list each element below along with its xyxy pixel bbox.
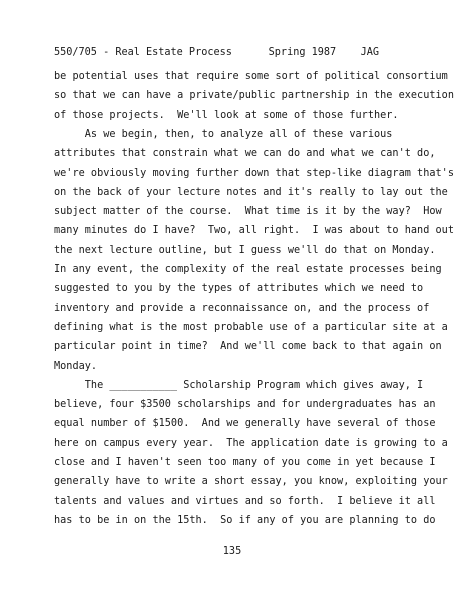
text-line: talents and values and virtues and so forth. I believe it all xyxy=(54,495,436,507)
text-line: subject matter of the course. What time is it by the way? How xyxy=(54,206,442,218)
page-number: 135 xyxy=(222,546,242,557)
text-line: of those projects. We'll look at some of those further. xyxy=(54,109,399,121)
text-line: close and I haven't seen too many of you come in yet because I xyxy=(54,457,436,468)
text-line: suggested to you by the types of attributes which we need to xyxy=(54,283,424,295)
text-line: The ___________ Scholarship Program which gives away, I xyxy=(54,379,424,391)
text-line: defining what is the most probable use of a particular site at a xyxy=(54,321,448,333)
text-line: attributes that constrain what we can do and what we can't do, xyxy=(54,148,436,160)
text-line: on the back of your lecture notes and it's really to lay out the xyxy=(54,186,448,198)
text-line: generally have to write a short essay, you know, exploiting your xyxy=(54,476,448,488)
document-header: 550/705 - Real Estate Process Spring 1987 JAG xyxy=(54,47,380,58)
text-line: equal number of $1500. And we generally have several of those xyxy=(54,418,436,430)
text-line: so that we can have a private/public partnership in the execution xyxy=(54,90,454,102)
text-line: be potential uses that require some sort of political consortium xyxy=(54,71,448,82)
text-line: believe, four $3500 scholarships and for undergraduates has an xyxy=(54,399,436,411)
text-line: inventory and provide a reconnaissance on, and the process of xyxy=(54,302,430,314)
text-line: particular point in time? And we'll come back to that again on xyxy=(54,341,442,353)
text-line: has to be in on the 15th. So if any of you are planning to do xyxy=(54,514,436,526)
text-line: In any event, the complexity of the real estate processes being xyxy=(54,264,442,275)
text-line: many minutes do I have? Two, all right. I was about to hand out xyxy=(54,225,454,237)
text-line: we're obviously moving further down that step-like diagram that's xyxy=(54,167,454,179)
text-line: Monday. xyxy=(54,360,98,372)
text-line: here on campus every year. The application date is growing to a xyxy=(54,437,448,449)
text-line: As we begin, then, to analyze all of these various xyxy=(54,128,393,140)
text-line: the next lecture outline, but I guess we'll do that on Monday. xyxy=(54,244,436,256)
